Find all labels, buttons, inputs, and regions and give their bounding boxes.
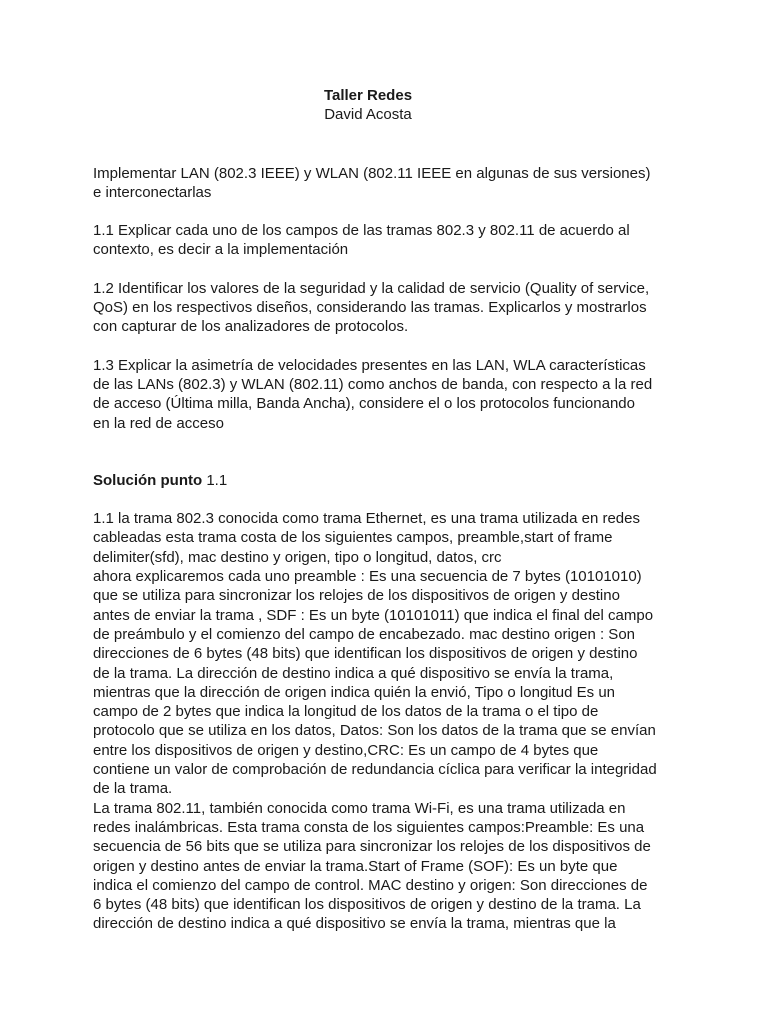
text-line: protocolo que se utiliza en los datos, Datos: Son los datos de la trama que se envían bbox=[93, 722, 656, 740]
text-line: campo de 2 bytes que indica la longitud de los datos de la trama o el tipo de bbox=[93, 703, 599, 721]
document-title: Taller Redes bbox=[323, 87, 413, 104]
question-1-2 bbox=[93, 279, 653, 337]
text-line: 1.3 Explicar la asimetría de velocidades presentes en las LAN, WLA características bbox=[93, 356, 646, 374]
text-line: La trama 802.11, también conocida como trama Wi-Fi, es una trama utilizada en bbox=[93, 799, 626, 817]
text-line: de la trama. La dirección de destino indica a qué dispositivo se envía la trama, bbox=[93, 664, 614, 682]
text-line: de preámbulo y el comienzo del campo de encabezado. mac destino origen : Son bbox=[93, 625, 635, 643]
solution-paragraph bbox=[93, 509, 657, 934]
text-line: cableadas esta trama costa de los siguientes campos, preamble,start of frame bbox=[93, 529, 613, 547]
document-author: David Acosta bbox=[324, 106, 412, 124]
solution-heading-bold: Solución punto bbox=[93, 471, 203, 489]
document-body bbox=[93, 86, 657, 934]
text-line: entre los dispositivos de origen y destino,CRC: Es un campo de 4 bytes que bbox=[93, 741, 599, 759]
text-line: redes inalámbricas. Esta trama consta de los siguientes campos:Preamble: Es una bbox=[93, 818, 645, 836]
text-line: de acceso (Última milla, Banda Ancha), considere el o los protocolos funcionando bbox=[93, 395, 635, 413]
text-line: 1.1 Explicar cada uno de los campos de las tramas 802.3 y 802.11 de acuerdo al bbox=[93, 222, 630, 240]
text-line: 1.2 Identificar los valores de la seguridad y la calidad de servicio (Quality of service, bbox=[93, 279, 650, 297]
text-line: origen y destino antes de enviar la trama.Start of Frame (SOF): Es un byte que bbox=[93, 857, 618, 875]
text-line: 6 bytes (48 bits) que identifican los dispositivos de origen y destino de la trama. La bbox=[93, 896, 641, 914]
text-line: e interconectarlas bbox=[93, 183, 212, 201]
text-line: en la red de acceso bbox=[93, 414, 224, 432]
text-line: ahora explicaremos cada uno preamble : Es una secuencia de 7 bytes (10101010) bbox=[93, 568, 642, 586]
solution-heading bbox=[93, 471, 653, 490]
text-line: delimiter(sfd), mac destino y origen, tipo o longitud, datos, crc bbox=[93, 548, 502, 566]
text-line: Implementar LAN (802.3 IEEE) y WLAN (802.11 IEEE en algunas de sus versiones) bbox=[93, 164, 651, 182]
intro-paragraph bbox=[93, 164, 653, 203]
text-line: de la trama. bbox=[93, 780, 173, 798]
text-line: contexto, es decir a la implementación bbox=[93, 241, 349, 259]
text-line: secuencia de 56 bits que se utiliza para sincronizar los relojes de los dispositivos de bbox=[93, 838, 651, 856]
text-line: mientras que la dirección de origen indica quién la envió, Tipo o longitud Es un bbox=[93, 683, 615, 701]
text-line: 1.1 la trama 802.3 conocida como trama Ethernet, es una trama utilizada en redes bbox=[93, 510, 640, 528]
text-line: contiene un valor de comprobación de redundancia cíclica para verificar la integridad bbox=[93, 761, 657, 779]
text-line: antes de enviar la trama , SDF : Es un byte (10101011) que indica el final del campo bbox=[93, 606, 654, 624]
text-line: dirección de destino indica a qué dispositivo se envía la trama, mientras que la bbox=[93, 915, 616, 933]
text-line: QoS) en los respectivos diseños, considerando las tramas. Explicarlos y mostrarlos bbox=[93, 299, 647, 317]
title-block bbox=[83, 86, 653, 125]
text-line: indica el comienzo del campo de control. MAC destino y origen: Son direcciones de bbox=[93, 876, 648, 894]
text-line: con capturar de los analizadores de protocolos. bbox=[93, 318, 409, 336]
question-1-1 bbox=[93, 221, 653, 260]
question-1-3 bbox=[93, 356, 653, 433]
text-line: de las LANs (802.3) y WLAN (802.11) como anchos de banda, con respecto a la red bbox=[93, 375, 653, 393]
text-line: direcciones de 6 bytes (48 bits) que identifican los dispositivos de origen y destino bbox=[93, 645, 638, 663]
text-line: que se utiliza para sincronizar los relojes de los dispositivos de origen y destino bbox=[93, 587, 620, 605]
solution-heading-number: 1.1 bbox=[202, 471, 228, 489]
